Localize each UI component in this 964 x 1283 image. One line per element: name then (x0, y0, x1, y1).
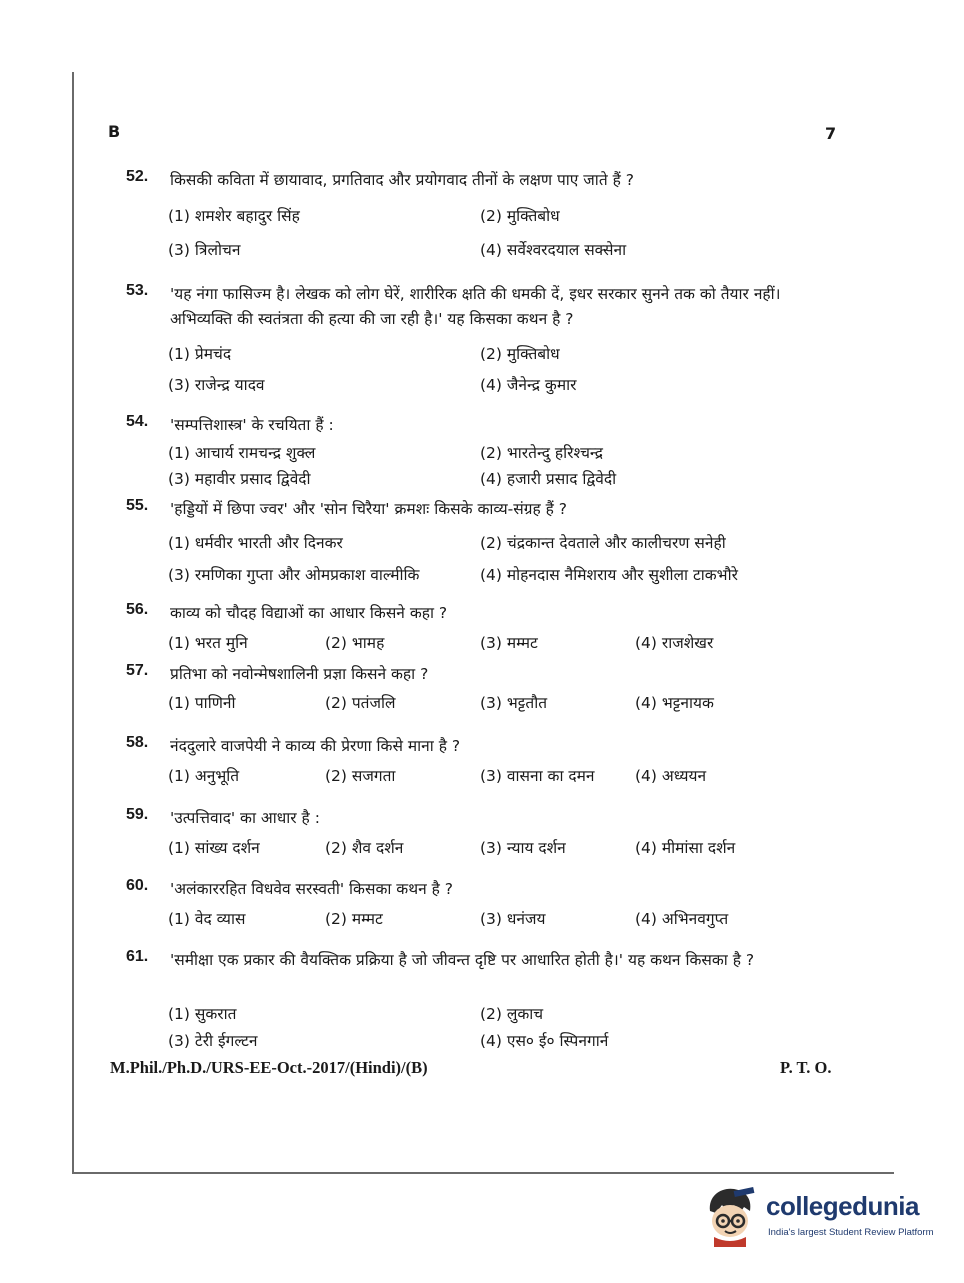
option-4: (4) मीमांसा दर्शन (635, 839, 736, 857)
pto-label: P. T. O. (780, 1058, 832, 1077)
question-text: प्रतिभा को नवोन्मेषशालिनी प्रज्ञा किसने कहा ? (170, 665, 429, 683)
question-text: नंददुलारे वाजपेयी ने काव्य की प्रेरणा किसे माना है ? (170, 737, 461, 755)
option-3: (3) टेरी ईगल्टन (168, 1032, 258, 1050)
question-number: 57. (126, 662, 149, 679)
question-text: 'समीक्षा एक प्रकार की वैयक्तिक प्रक्रिया है जो जीवन्त दृष्टि पर आधारित होती है।' यह कथन किसका है ? (170, 951, 755, 969)
brand-tagline: India's largest Student Review Platform (768, 1227, 934, 1238)
option-2: (2) मम्मट (325, 910, 383, 928)
question-text: 'उत्पत्तिवाद' का आधार है : (170, 809, 320, 827)
option-4: (4) अध्ययन (635, 767, 707, 785)
question-number: 59. (126, 806, 149, 823)
option-4: (4) राजशेखर (635, 634, 714, 652)
question-text: 'हड्डियों में छिपा ज्वर' और 'सोन चिरैया' क्रमशः किसके काव्य-संग्रह हैं ? (170, 500, 568, 518)
option-1: (1) भरत मुनि (168, 634, 248, 652)
collegedunia-logo (700, 1185, 940, 1255)
set-label: B (108, 122, 121, 141)
question-text: 'अलंकाररहित विधवेव सरस्वती' किसका कथन है ? (170, 880, 454, 898)
option-4: (4) हजारी प्रसाद द्विवेदी (480, 470, 617, 488)
option-1: (1) धर्मवीर भारती और दिनकर (168, 534, 343, 552)
option-3: (3) भट्टतौत (480, 694, 548, 712)
option-2: (2) भामह (325, 634, 385, 652)
option-2: (2) भारतेन्दु हरिश्चन्द्र (480, 444, 603, 462)
question-text: 'यह नंगा फासिज्म है। लेखक को लोग घेरें, शारीरिक क्षति की धमकी दें, इधर सरकार सुनने तक को तैयार नहीं। अभिव्यक्ति की स्वतंत्रता की हत्या की जा रही है।' यह किसका कथन है ? (170, 285, 781, 328)
option-3: (3) रमणिका गुप्ता और ओमप्रकाश वाल्मीकि (168, 566, 420, 584)
option-2: (2) लुकाच (480, 1005, 544, 1023)
option-2: (2) पतंजलि (325, 694, 396, 712)
question-number: 54. (126, 413, 149, 430)
option-2: (2) मुक्तिबोध (480, 345, 560, 363)
option-4: (4) भट्टनायक (635, 694, 714, 712)
option-2: (2) सजगता (325, 767, 396, 785)
option-4: (4) अभिनवगुप्त (635, 910, 729, 928)
question-text: 'सम्पत्तिशास्त्र' के रचयिता हैं : (170, 416, 334, 434)
question-number: 56. (126, 601, 149, 618)
question-number: 60. (126, 877, 149, 894)
question-number: 61. (126, 948, 149, 965)
student-mascot-icon (700, 1185, 762, 1247)
option-1: (1) प्रेमचंद (168, 345, 232, 363)
question-text: काव्य को चौदह विद्याओं का आधार किसने कहा ? (170, 604, 448, 622)
option-3: (3) राजेन्द्र यादव (168, 376, 265, 394)
option-4: (4) मोहनदास नैमिशराय और सुशीला टाकभौरे (480, 566, 738, 584)
question-number: 58. (126, 734, 149, 751)
option-3: (3) महावीर प्रसाद द्विवेदी (168, 470, 311, 488)
option-4: (4) एस० ई० स्पिनगार्न (480, 1032, 609, 1050)
question-number: 53. (126, 282, 149, 299)
option-3: (3) मम्मट (480, 634, 538, 652)
option-1: (1) पाणिनी (168, 694, 236, 712)
page-number: 7 (825, 124, 837, 143)
option-1: (1) सुकरात (168, 1005, 237, 1023)
option-4: (4) सर्वेश्वरदयाल सक्सेना (480, 241, 627, 259)
option-1: (1) वेद व्यास (168, 910, 246, 928)
brand-name: collegedunia (766, 1191, 919, 1221)
option-2: (2) चंद्रकान्त देवताले और कालीचरण सनेही (480, 534, 726, 552)
option-1: (1) आचार्य रामचन्द्र शुक्ल (168, 444, 316, 462)
question-text: किसकी कविता में छायावाद, प्रगतिवाद और प्रयोगवाद तीनों के लक्षण पाए जाते हैं ? (170, 171, 634, 189)
option-2: (2) शैव दर्शन (325, 839, 404, 857)
option-1: (1) सांख्य दर्शन (168, 839, 260, 857)
paper-code: M.Phil./Ph.D./URS-EE-Oct.-2017/(Hindi)/(B) (110, 1058, 428, 1077)
option-1: (1) शमशेर बहादुर सिंह (168, 207, 300, 225)
option-4: (4) जैनेन्द्र कुमार (480, 376, 577, 394)
option-3: (3) धनंजय (480, 910, 546, 928)
question-number: 55. (126, 497, 149, 514)
question-number: 52. (126, 168, 149, 185)
option-3: (3) वासना का दमन (480, 767, 595, 785)
option-3: (3) त्रिलोचन (168, 241, 241, 259)
option-2: (2) मुक्तिबोध (480, 207, 560, 225)
option-1: (1) अनुभूति (168, 767, 240, 785)
option-3: (3) न्याय दर्शन (480, 839, 566, 857)
